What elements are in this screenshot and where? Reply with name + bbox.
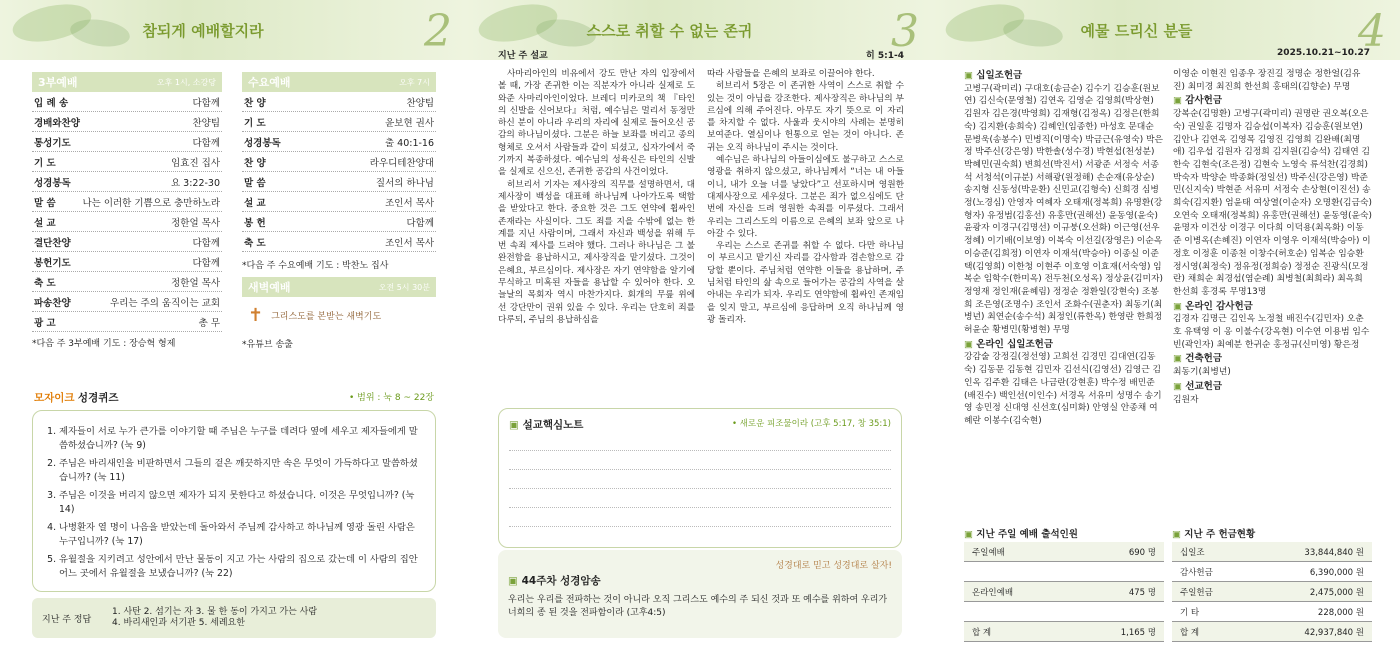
worship-3-section bbox=[32, 72, 222, 349]
square-icon: ▣ bbox=[1173, 353, 1186, 365]
sermon-notes-box bbox=[498, 408, 902, 548]
order-row bbox=[242, 92, 436, 112]
order-label: 찬 양 bbox=[244, 97, 266, 109]
notes-title: ▣ 설교핵심노트 bbox=[509, 419, 584, 431]
page-title: 예물 드리신 분들 bbox=[1080, 22, 1193, 40]
last-week-answers bbox=[32, 598, 436, 638]
order-label: 봉헌기도 bbox=[34, 257, 71, 269]
youtube-note: *유튜브 송출 bbox=[242, 340, 293, 350]
section-title: 새벽예배 bbox=[248, 281, 291, 294]
table-cell-label: 십일조 bbox=[1180, 547, 1205, 558]
table-row bbox=[1172, 542, 1372, 562]
table-cell-value: 42,937,840 원 bbox=[1304, 627, 1364, 638]
section-header bbox=[32, 72, 222, 92]
order-label: 광 고 bbox=[34, 317, 56, 329]
order-value: 라우디테찬양대 bbox=[369, 157, 434, 169]
sermon-label: 지난 주 설교 bbox=[498, 51, 548, 61]
note-line bbox=[509, 451, 891, 470]
order-value: 다함께 bbox=[192, 137, 220, 149]
section-time: 오후 1시, 소강당 bbox=[156, 77, 216, 87]
order-row bbox=[32, 112, 222, 132]
order-row bbox=[32, 212, 222, 232]
sermon-paragraph: 사마리아인의 비유에서 강도 만난 자의 입장에서 볼 때, 가장 존귀한 이는 직분자가 아니라 실제로 도와준 사마리아인이었다. 브레디 미카코의 책 『타인의 신발을 신어보다』처럼, 예수님은 멀리서 동정만 하신 분이 아니라 우리의 자리에 실제로 들어오신 공감의 하나님이셨다. 그분은 하늘 보좌를 버리고 종의 형체로 오셔서 사람들과 같이 되셨고, 십자가에서 죽기까지 복종하셨다. 예수님의 성육신은 타인의 신발을 실제로 신으신, 존귀한 공감의 사건이었다. bbox=[498, 69, 695, 178]
order-value: 찬양팀 bbox=[406, 97, 434, 109]
memo-title-text: 44주차 성경암송 bbox=[521, 575, 601, 587]
table-row bbox=[964, 602, 1164, 622]
order-row bbox=[32, 192, 222, 212]
table-row bbox=[964, 622, 1164, 642]
section-time: 오후 7시 bbox=[399, 77, 430, 87]
order-row bbox=[242, 192, 436, 212]
answer-line: 1. 사탄 2. 섬기는 자 3. 물 한 동이 가지고 가는 사람 bbox=[112, 607, 318, 617]
order-label: 통성기도 bbox=[34, 137, 71, 149]
answer-line: 4. 바리새인과 서기관 5. 세례요한 bbox=[112, 618, 245, 628]
page-header bbox=[0, 0, 466, 60]
order-value: 찬양팀 bbox=[192, 117, 220, 129]
offering-category bbox=[964, 339, 1163, 352]
quiz-question: 5. 유월절을 지키려고 성안에서 만난 물동이 지고 가는 사람의 집으로 갔는데 이 사람의 집안 어느 곳에서 유월절을 보냈습니까? (눅 22) bbox=[59, 553, 423, 581]
order-row bbox=[32, 132, 222, 152]
order-row bbox=[32, 312, 222, 332]
banner-text: 그리스도를 본받는 새벽기도 bbox=[271, 311, 382, 322]
offering-category-title: 선교헌금 bbox=[1185, 380, 1223, 392]
table-row bbox=[964, 562, 1164, 582]
order-label: 성경봉독 bbox=[244, 137, 281, 149]
offering-category-title: 온라인 십일조헌금 bbox=[976, 338, 1054, 350]
notes-subtitle: • 새로운 피조물이라 (고후 5:17, 창 35:1) bbox=[731, 419, 891, 429]
section-header bbox=[242, 72, 436, 92]
page-title: 스스로 취할 수 없는 존귀 bbox=[586, 22, 753, 40]
sermon-paragraph: 따라 사람들을 은혜의 보좌로 이끌어야 한다. bbox=[707, 69, 875, 79]
order-row bbox=[32, 232, 222, 252]
table-cell-value: 2,475,000 원 bbox=[1309, 587, 1364, 598]
attendance-table bbox=[964, 526, 1164, 642]
page-number: 2 bbox=[424, 6, 452, 57]
offering-category bbox=[1173, 381, 1372, 394]
quiz-question: 1. 제자들이 서로 누가 큰가를 이야기할 때 주님은 누구를 데려다 옆에 세우고 제자들에게 말씀하셨습니까? (눅 9) bbox=[59, 425, 423, 453]
notes-header bbox=[509, 417, 891, 432]
order-value: 윤보현 권사 bbox=[385, 117, 434, 129]
order-label: 결단찬양 bbox=[34, 237, 71, 249]
wednesday-worship-section bbox=[242, 72, 436, 350]
page-title: 참되게 예배할지라 bbox=[142, 22, 264, 40]
cross-icon: ✝ bbox=[248, 304, 264, 326]
quiz-question: 2. 주님은 바리새인을 비판하면서 그들의 겉은 깨끗하지만 속은 무엇이 가득하다고 말씀하셨습니까? (눅 11) bbox=[59, 457, 423, 485]
order-label: 입 례 송 bbox=[34, 97, 69, 109]
order-value: 임효진 집사 bbox=[171, 157, 220, 169]
memo-title: ▣ 44주차 성경암송 bbox=[508, 575, 601, 587]
table-body bbox=[964, 542, 1164, 642]
quiz-range: • 범위 : 눅 8 ~ 22장 bbox=[348, 393, 434, 403]
date-range: 2025.10.21~10.27 bbox=[1277, 48, 1370, 58]
page-number: 3 bbox=[891, 6, 919, 57]
order-value: 다함께 bbox=[192, 97, 220, 109]
table-row bbox=[964, 542, 1164, 562]
order-value: 총 무 bbox=[198, 317, 220, 329]
order-row bbox=[32, 292, 222, 312]
table-cell-value: 475 명 bbox=[1128, 587, 1156, 598]
order-row bbox=[242, 112, 436, 132]
order-value: 조인서 목사 bbox=[385, 197, 434, 209]
offering-names: 강감술 강정길(정선영) 고희선 김경민 김대연(김동숙) 김동문 김동현 김민자 김선식(김영선) 김영근 김인옥 김주환 김태은 나금란(강현훈) 박수정 배민준(배진수) 백인선(이인수) 서경옥 서유미 성명수 송기영 송민정 신대영 신선호(심미화) 안영실 안종채 여혜란 이봉수(김숙현) bbox=[964, 352, 1162, 426]
order-label: 기 도 bbox=[34, 157, 56, 169]
square-icon: ▣ bbox=[964, 70, 977, 81]
offering-category bbox=[1173, 301, 1372, 314]
answer-text bbox=[112, 607, 317, 629]
sermon-paragraph: 히브리서 5장은 이 존귀한 사역이 스스로 취할 수 있는 것이 아님을 강조한다. 제사장직은 하나님의 부르심에 의해 주어진다. 아무도 자기 뜻으로 이 자리를 차지할 수 없다. 사울과 웃시야의 사례는 분명히 보여준다. 열심이나 헌통으로 얻는 것이 아니다. 존귀는 오직 하나님이 주시는 것이다. bbox=[707, 81, 904, 153]
table-cell-value: 228,000 원 bbox=[1317, 607, 1364, 618]
quiz-title: 성경퀴즈 bbox=[77, 392, 119, 404]
sermon-column bbox=[498, 68, 695, 326]
order-label: 경배와찬양 bbox=[34, 117, 80, 129]
sermon-paragraph: 우리는 스스로 존귀를 취할 수 없다. 다만 하나님이 부르시고 맡기신 자리를 감사함과 겸손함으로 감당할 뿐이다. 주님처럼 연약한 이들을 용납하며, 주님처럼 타인의 삶 속으로 들어가는 공감의 사역을 살아내는 우리가 되자. 우리도 연약함에 휩싸인 존재임을 잊지 말고, 부르심에 응답하며 오직 하나님께 영광 돌리자. bbox=[707, 241, 904, 325]
order-row bbox=[242, 132, 436, 152]
order-label: 설 교 bbox=[34, 217, 56, 229]
order-value: 다함께 bbox=[192, 257, 220, 269]
order-label: 기 도 bbox=[244, 117, 266, 129]
order-value: 조인서 목사 bbox=[385, 237, 434, 249]
order-label: 찬 양 bbox=[244, 157, 266, 169]
order-label: 설 교 bbox=[244, 197, 266, 209]
order-row bbox=[32, 252, 222, 272]
table-body bbox=[1172, 542, 1372, 642]
offering-category bbox=[964, 70, 1163, 83]
sermon-paragraph: 히브리서 기자는 제사장의 직무를 설명하면서, 대제사장이 백성을 대표해 하나님께 나아가도록 택함을 받았다고 한다. 중요한 것은 그도 연약에 휩싸인 존재라는 사실이다. 그도 죄를 지을 수밖에 없는 한계를 지닌 사람이며, 그래서 자신과 백성을 위해 두 번 속죄 제사를 드려야 했다. 그러나 하나님은 그 불완전함을 용납하시고, 제사장직을 맡기셨다. 그것이 은혜요, 부르심이다. 제사장은 자기 연약함을 알기에 무식하고 미혹된 자들을 용납할 수 있어야 한다. 오늘날의 목회자 역시 마찬가지다. 회개의 무릎 위에 선 강단만이 권위 있을 수 있다. 우리는 단호히 죄를 다루되, 주님의 용납하심을 bbox=[498, 179, 695, 325]
order-row bbox=[32, 152, 222, 172]
table-title-text: 지난 주일 예배 출석인원 bbox=[976, 529, 1078, 540]
offerings-column bbox=[1173, 68, 1372, 428]
offering-category bbox=[1173, 95, 1372, 108]
offering-names: 김경자 김명근 김인옥 노정철 배진수(김민자) 오춘호 유택영 이 옹 이불수(강옥현) 이수연 이용범 임수빈(곽인자) 최예분 한귀순 홍정규(신미영) 황은정 bbox=[1173, 314, 1370, 350]
order-list bbox=[32, 92, 222, 332]
order-row bbox=[32, 272, 222, 292]
order-row bbox=[242, 152, 436, 172]
table-row bbox=[964, 582, 1164, 602]
table-cell-value: 1,165 명 bbox=[1120, 627, 1156, 638]
table-cell-label: 합 계 bbox=[972, 627, 992, 638]
note-line bbox=[509, 508, 891, 527]
table-cell-label: 감사헌금 bbox=[1180, 567, 1213, 578]
order-value: 정한얼 목사 bbox=[171, 217, 220, 229]
memo-verse: 우리는 우리를 전파하는 것이 아니라 오직 그리스도 예수의 주 되신 것과 또 예수를 위하여 우리가 너희의 종 된 것을 전파함이라 (고후4:5) bbox=[508, 595, 888, 618]
order-label: 봉 헌 bbox=[244, 217, 266, 229]
order-label: 축 도 bbox=[34, 277, 56, 289]
table-cell-value: 33,844,840 원 bbox=[1304, 547, 1364, 558]
quiz-brand: 모자이크 bbox=[34, 392, 75, 404]
square-icon: ▣ bbox=[1173, 300, 1186, 312]
table-row bbox=[1172, 582, 1372, 602]
table-cell-label: 주일헌금 bbox=[1180, 587, 1213, 598]
next-prayer-note: *다음 주 수요예배 기도 : 박찬노 집사 bbox=[242, 261, 389, 271]
order-value: 정한얼 목사 bbox=[171, 277, 220, 289]
sermon-column bbox=[707, 68, 904, 326]
section-title: 수요예배 bbox=[248, 76, 291, 89]
table-title: ▣ 지난 주 헌금현황 bbox=[1172, 529, 1256, 540]
order-value: 질서의 하나님 bbox=[375, 177, 434, 189]
sermon-reference: 히 5:1-4 bbox=[866, 51, 904, 61]
offering-category-title: 십일조헌금 bbox=[976, 70, 1023, 81]
section-time: 오전 5시 30분 bbox=[378, 282, 430, 292]
offerings-list bbox=[964, 68, 1372, 428]
order-value: 우리는 주의 움직이는 교회 bbox=[109, 297, 220, 309]
memo-tagline: 성경대로 믿고 성경대로 살자! bbox=[775, 561, 892, 571]
order-label: 말 씀 bbox=[34, 197, 56, 209]
table-title: ▣ 지난 주일 예배 출석인원 bbox=[964, 529, 1078, 540]
order-label: 성경봉독 bbox=[34, 177, 71, 189]
order-row bbox=[242, 172, 436, 192]
offering-table bbox=[1172, 526, 1372, 642]
offering-category bbox=[1173, 353, 1372, 366]
square-icon: ▣ bbox=[964, 338, 977, 350]
table-cell-label: 합 계 bbox=[1180, 627, 1200, 638]
offering-names: 최동기(최병년) bbox=[1173, 367, 1231, 378]
offering-names: 이영순 이현진 임종우 장진길 정명순 정한얼(김유진) 최미경 최진희 한선희 홍태의(김향순) 무명 bbox=[1173, 69, 1361, 92]
order-list bbox=[242, 92, 436, 252]
order-row bbox=[32, 92, 222, 112]
order-row bbox=[242, 232, 436, 252]
order-row bbox=[242, 212, 436, 232]
order-label: 말 씀 bbox=[244, 177, 266, 189]
sermon-meta bbox=[498, 48, 904, 61]
memorization-box bbox=[498, 550, 902, 638]
sermon-paragraph: 예수님은 하나님의 아들이심에도 불구하고 스스로 영광을 취하지 않으셨고, 하나님께서 “너는 내 아들이니, 내가 오늘 너를 낳았다”고 선포하시며 영원한 대제사장으로 세우셨다. 그분은 죄가 없으심에도 단번에 자신을 드려 영원한 속죄를 이루셨다. 그래서 우리는 그리스도의 이름으로 은혜의 보좌 앞으로 나아갈 수 있다. bbox=[707, 155, 904, 239]
quiz-question: 3. 주님은 이것을 버리지 않으면 제자가 되지 못한다고 하셨습니다. 이것은 무엇입니까? (눅 14) bbox=[59, 489, 423, 517]
table-cell-value: 690 명 bbox=[1128, 547, 1156, 558]
order-value: 나는 이러한 기쁨으로 충만하노라 bbox=[82, 197, 220, 209]
answer-label: 지난 주 정답 bbox=[42, 614, 92, 625]
table-row bbox=[1172, 602, 1372, 622]
quiz-box bbox=[32, 410, 436, 592]
quiz-list bbox=[45, 425, 423, 581]
order-label: 파송찬양 bbox=[34, 297, 71, 309]
section-header bbox=[242, 277, 436, 297]
offering-category-title: 감사헌금 bbox=[1185, 95, 1223, 107]
order-value: 다함께 bbox=[192, 237, 220, 249]
table-title-text: 지난 주 헌금현황 bbox=[1184, 529, 1256, 540]
square-icon: ▣ bbox=[1173, 95, 1186, 107]
offering-category-title: 온라인 감사헌금 bbox=[1185, 300, 1253, 312]
note-line bbox=[509, 489, 891, 508]
section-title: 3부예배 bbox=[38, 76, 78, 89]
table-cell-label: 주일예배 bbox=[972, 547, 1005, 558]
order-value: 출 40:1-16 bbox=[384, 137, 434, 149]
table-row bbox=[1172, 622, 1372, 642]
table-row bbox=[1172, 562, 1372, 582]
order-label: 축 도 bbox=[244, 237, 266, 249]
notes-title-text: 설교핵심노트 bbox=[522, 419, 584, 431]
page-number: 4 bbox=[1358, 6, 1386, 57]
note-line bbox=[509, 470, 891, 489]
sermon-text bbox=[498, 68, 904, 326]
order-value: 다함께 bbox=[406, 217, 434, 229]
note-line bbox=[509, 432, 891, 451]
next-prayer-note: *다음 주 3부예배 기도 : 장승혁 형제 bbox=[32, 339, 176, 349]
offering-category-title: 건축헌금 bbox=[1185, 353, 1223, 365]
table-cell-label: 기 타 bbox=[1180, 607, 1200, 618]
quiz-header bbox=[34, 390, 434, 405]
quiz-question: 4. 나병환자 열 명이 나음을 받았는데 돌아와서 주님께 감사하고 하나님께 영광 돌린 사람은 누구입니까? (눅 17) bbox=[59, 521, 423, 549]
offering-names: 고병구(곽미리) 구대호(송금순) 김수기 김승훈(원보연) 김신숙(문영철) 김연옥 김영순 김영희(박상현) 김원자 김은경(박영희) 김재형(김정옥) 김정은(한희숙) 김지환(송희숙) 김혜인(임종한) 마성호 문대순 문병욱(송봉수) 민병직(이명숙) 박금근(유영숙) 박은정 박주신(강은영) 박한솔(성수경) 박현섭(천성분) 박혜민(권숙희) 변희선(박진서) 서광준 서정숙 서종석 서청석(이규분) 서해광(원정해) 손순재(유상순) 송지형 신동성(박운환) 신민교(김형숙) 신희경 심병정(노경심) 안영자 여혜자 오태재(정복희) 유명환(강형자) 유정범(김홍선) 유홍만(권해선) 윤동영(윤숙) 윤광자 이경구(김명선) 이규붕(오선화) 이근영(선우정혜) 이기배(이보영) 이복숙 이선길(장영은) 이순옥 이승준(김희정) 이연자 이재석(박승아) 이종실 이준택(김영희) 이한청 이현주 이호영 이효재(서숙영) 임복순 임학수(한미옥) 전두천(오성옥) 정상윤(김미자) 정영재 정인재(윤혜림) 정정순 정환일(강현숙) 조봉희 조은영(조명수) 조인서 조화수(권춘자) 최동기(최병년) 최연순(송수석) 최정인(류한옥) 한영란 한희정 허윤순 황병민(황병현) 무명 bbox=[964, 83, 1163, 336]
order-row bbox=[32, 172, 222, 192]
offering-names: 김원자 bbox=[1173, 394, 1199, 405]
order-value: 요 3:22-30 bbox=[170, 177, 220, 189]
table-cell-value: 6,390,000 원 bbox=[1309, 567, 1364, 578]
square-icon: ▣ bbox=[1173, 380, 1186, 392]
offerings-column bbox=[964, 68, 1163, 428]
offering-names: 강복순(김명환) 고병구(곽미리) 권명란 권오복(오은숙) 권일훈 김명자 김승섭(이복자) 김승훈(원보연) 김안나 김연옥 김영목 김영진 김영희 김완배(최명애) 김우섭 김원자 김정희 김지원(김승석) 김태연 김한숙 김현숙(조은정) 김현숙 노영숙 류석찬(김경희) 박숙자 박양순 박종화(정일선) 박주신(강은영) 박준민(신지숙) 박현준 서유미 서정숙 손상현(이진선) 송희숙(김지환) 엄윤태 여상열(이순자) 오명환(김금숙) 오연숙 오태재(정복희) 유홍만(권해선) 윤동영(윤숙) 윤명자 이건상 이경구 이다희 이덕용(최옥화) 이동준 이병옥(손혜진) 이연자 이영우 이재석(박승아) 이정호 이정훈 이종천 이창수(허호순) 임복순 임승환 정시영(최정숙) 정유정(정희승) 정정순 진광식(모정란) 채희순 최경섭(염순례) 최병철(최희라) 최옥희 한선희 홍경록 무명13명 bbox=[1173, 109, 1372, 297]
table-cell-label: 온라인예배 bbox=[972, 587, 1014, 598]
dawn-prayer-banner bbox=[242, 297, 436, 333]
